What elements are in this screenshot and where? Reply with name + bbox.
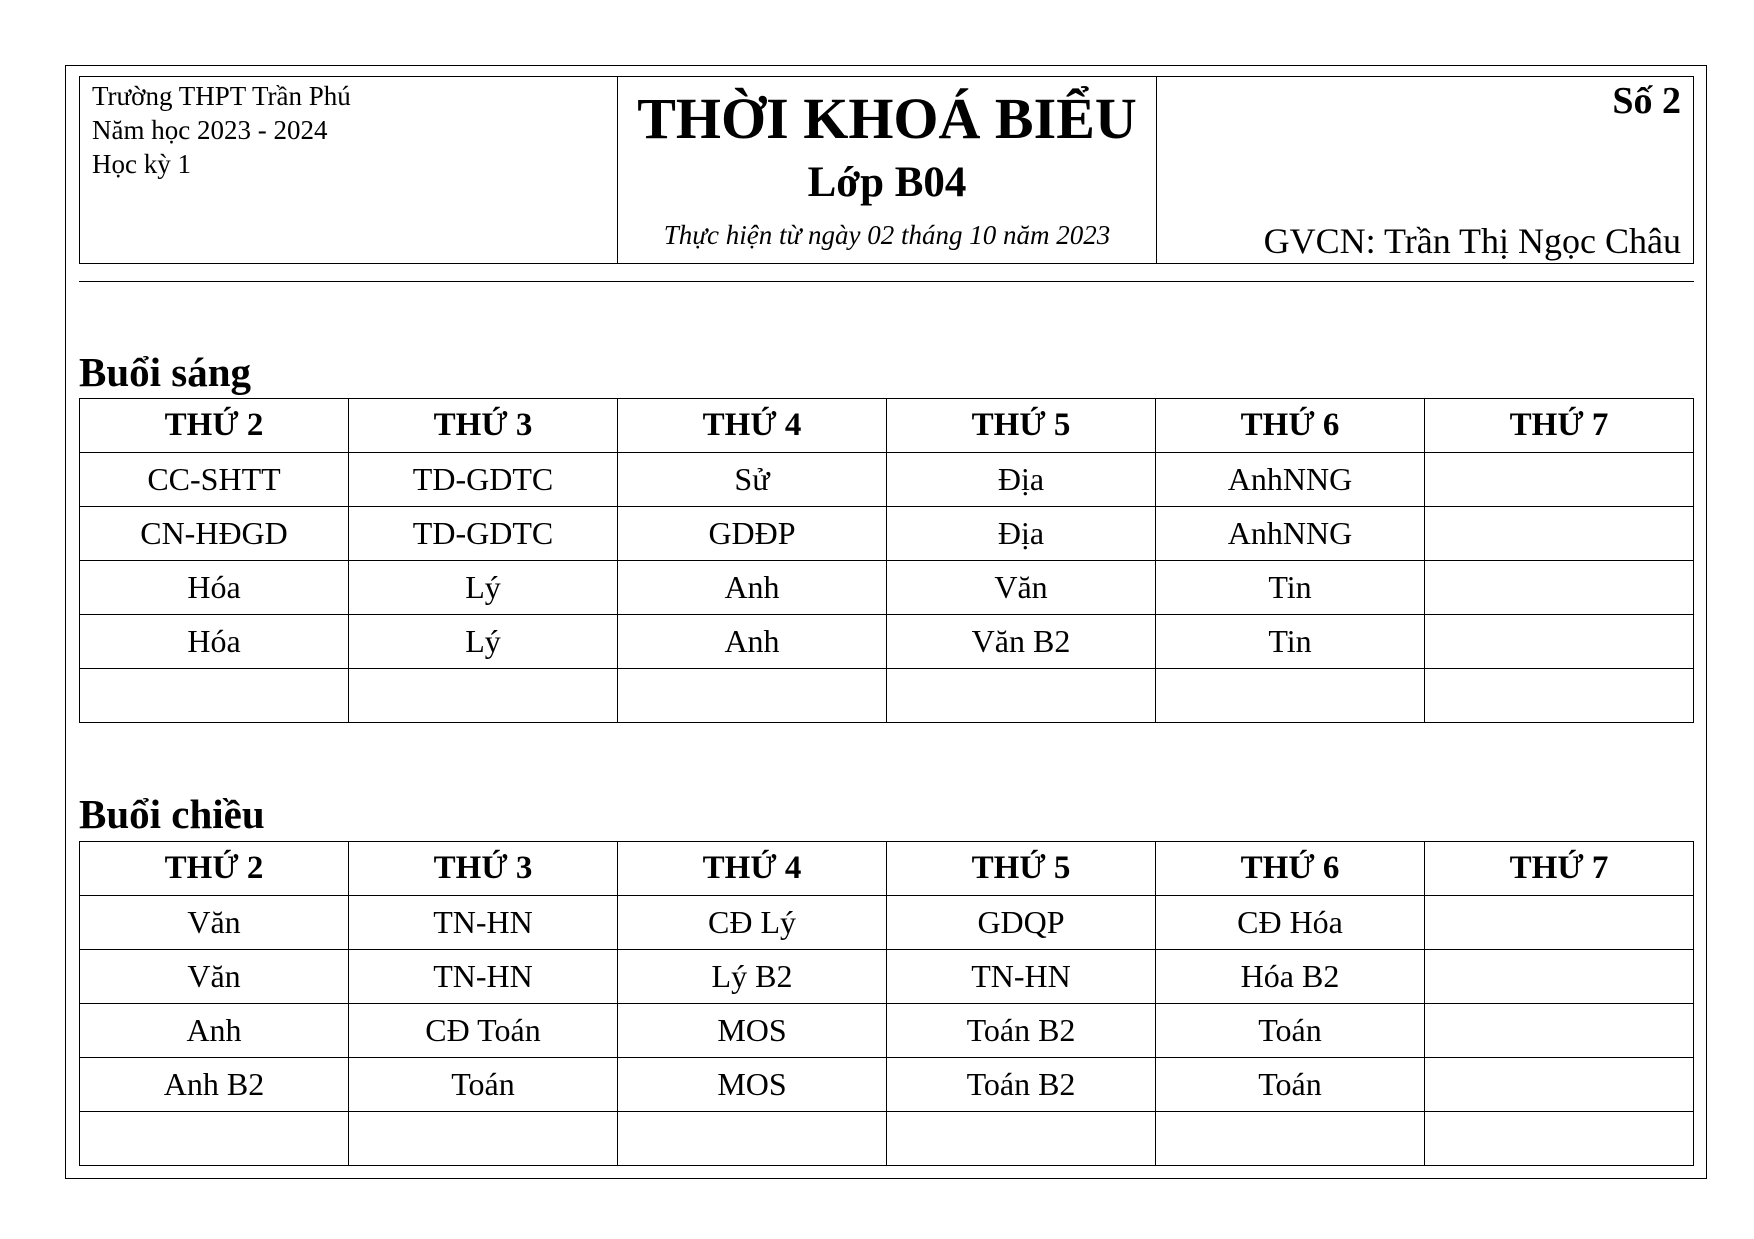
subject-cell: TD-GDTC (349, 507, 618, 561)
semester: Học kỳ 1 (92, 149, 191, 179)
morning-timetable (79, 398, 1694, 723)
day-header: THỨ 4 (618, 399, 887, 453)
subject-cell: TD-GDTC (349, 453, 618, 507)
table-row (80, 896, 1694, 950)
subject-cell (887, 669, 1156, 723)
header-divider (79, 281, 1694, 282)
subject-cell: Hóa (80, 561, 349, 615)
subject-cell: Lý B2 (618, 950, 887, 1004)
class-name: Lớp B04 (807, 159, 967, 206)
day-header: THỨ 7 (1425, 399, 1694, 453)
table-row (80, 453, 1694, 507)
subject-cell: Hóa (80, 615, 349, 669)
subject-cell: GDQP (887, 896, 1156, 950)
subject-cell: Văn (80, 896, 349, 950)
subject-cell: Tin (1156, 615, 1425, 669)
subject-cell: Sử (618, 453, 887, 507)
header-row (80, 842, 1694, 896)
subject-cell (1425, 507, 1694, 561)
subject-cell: Văn (887, 561, 1156, 615)
header-row (80, 399, 1694, 453)
table-row (80, 1058, 1694, 1112)
subject-cell (1425, 453, 1694, 507)
table-row (80, 615, 1694, 669)
subject-cell (1156, 669, 1425, 723)
subject-cell: CĐ Hóa (1156, 896, 1425, 950)
subject-cell: Toán (1156, 1058, 1425, 1112)
subject-cell: MOS (618, 1004, 887, 1058)
subject-cell (349, 1112, 618, 1166)
subject-cell: CĐ Toán (349, 1004, 618, 1058)
subject-cell: Toán B2 (887, 1004, 1156, 1058)
subject-cell: CĐ Lý (618, 896, 887, 950)
subject-cell (1156, 1112, 1425, 1166)
subject-cell: MOS (618, 1058, 887, 1112)
subject-cell: AnhNNG (1156, 507, 1425, 561)
subject-cell (1425, 950, 1694, 1004)
day-header: THỨ 7 (1425, 842, 1694, 896)
title-block (618, 77, 1157, 263)
subject-cell: GDĐP (618, 507, 887, 561)
subject-cell: Văn B2 (887, 615, 1156, 669)
subject-cell: TN-HN (349, 896, 618, 950)
subject-cell (349, 669, 618, 723)
subject-cell: Văn (80, 950, 349, 1004)
day-header: THỨ 3 (349, 399, 618, 453)
subject-cell: Anh B2 (80, 1058, 349, 1112)
table-row (80, 950, 1694, 1004)
school-name: Trường THPT Trần Phú (92, 81, 351, 111)
school-info (80, 77, 618, 263)
subject-cell (887, 1112, 1156, 1166)
school-year: Năm học 2023 - 2024 (92, 115, 328, 145)
subject-cell: Anh (80, 1004, 349, 1058)
subject-cell: Địa (887, 507, 1156, 561)
subject-cell: CC-SHTT (80, 453, 349, 507)
subject-cell: Tin (1156, 561, 1425, 615)
table-row (80, 1004, 1694, 1058)
subject-cell: Lý (349, 615, 618, 669)
afternoon-session-title: Buổi chiều (79, 791, 265, 837)
subject-cell (80, 1112, 349, 1166)
day-header: THỨ 6 (1156, 399, 1425, 453)
table-row (80, 669, 1694, 723)
subject-cell (1425, 561, 1694, 615)
day-header: THỨ 4 (618, 842, 887, 896)
day-header: THỨ 5 (887, 399, 1156, 453)
afternoon-timetable (79, 841, 1694, 1166)
page-title: THỜI KHOÁ BIỂU (637, 86, 1137, 151)
subject-cell (1425, 615, 1694, 669)
table-row (80, 507, 1694, 561)
subject-cell: Anh (618, 561, 887, 615)
subject-cell: Toán B2 (887, 1058, 1156, 1112)
subject-cell: CN-HĐGD (80, 507, 349, 561)
document-number: Số 2 (1612, 80, 1681, 122)
subject-cell: Hóa B2 (1156, 950, 1425, 1004)
subject-cell: AnhNNG (1156, 453, 1425, 507)
subject-cell (80, 669, 349, 723)
day-header: THỨ 2 (80, 842, 349, 896)
subject-cell: Anh (618, 615, 887, 669)
morning-session-title: Buổi sáng (79, 349, 252, 395)
day-header: THỨ 3 (349, 842, 618, 896)
homeroom-teacher: GVCN: Trần Thị Ngọc Châu (1263, 221, 1681, 261)
subject-cell (1425, 896, 1694, 950)
subject-cell (1425, 1004, 1694, 1058)
subject-cell (1425, 669, 1694, 723)
subject-cell: TN-HN (887, 950, 1156, 1004)
table-row (80, 1112, 1694, 1166)
day-header: THỨ 6 (1156, 842, 1425, 896)
subject-cell (1425, 1058, 1694, 1112)
document-meta (1157, 77, 1693, 263)
subject-cell: Toán (349, 1058, 618, 1112)
subject-cell: Địa (887, 453, 1156, 507)
subject-cell (1425, 1112, 1694, 1166)
day-header: THỨ 2 (80, 399, 349, 453)
subject-cell: Lý (349, 561, 618, 615)
subject-cell (618, 669, 887, 723)
document-header (79, 76, 1694, 264)
subject-cell: Toán (1156, 1004, 1425, 1058)
subject-cell: TN-HN (349, 950, 618, 1004)
table-row (80, 561, 1694, 615)
subject-cell (618, 1112, 887, 1166)
day-header: THỨ 5 (887, 842, 1156, 896)
effective-date: Thực hiện từ ngày 02 tháng 10 năm 2023 (663, 220, 1111, 250)
